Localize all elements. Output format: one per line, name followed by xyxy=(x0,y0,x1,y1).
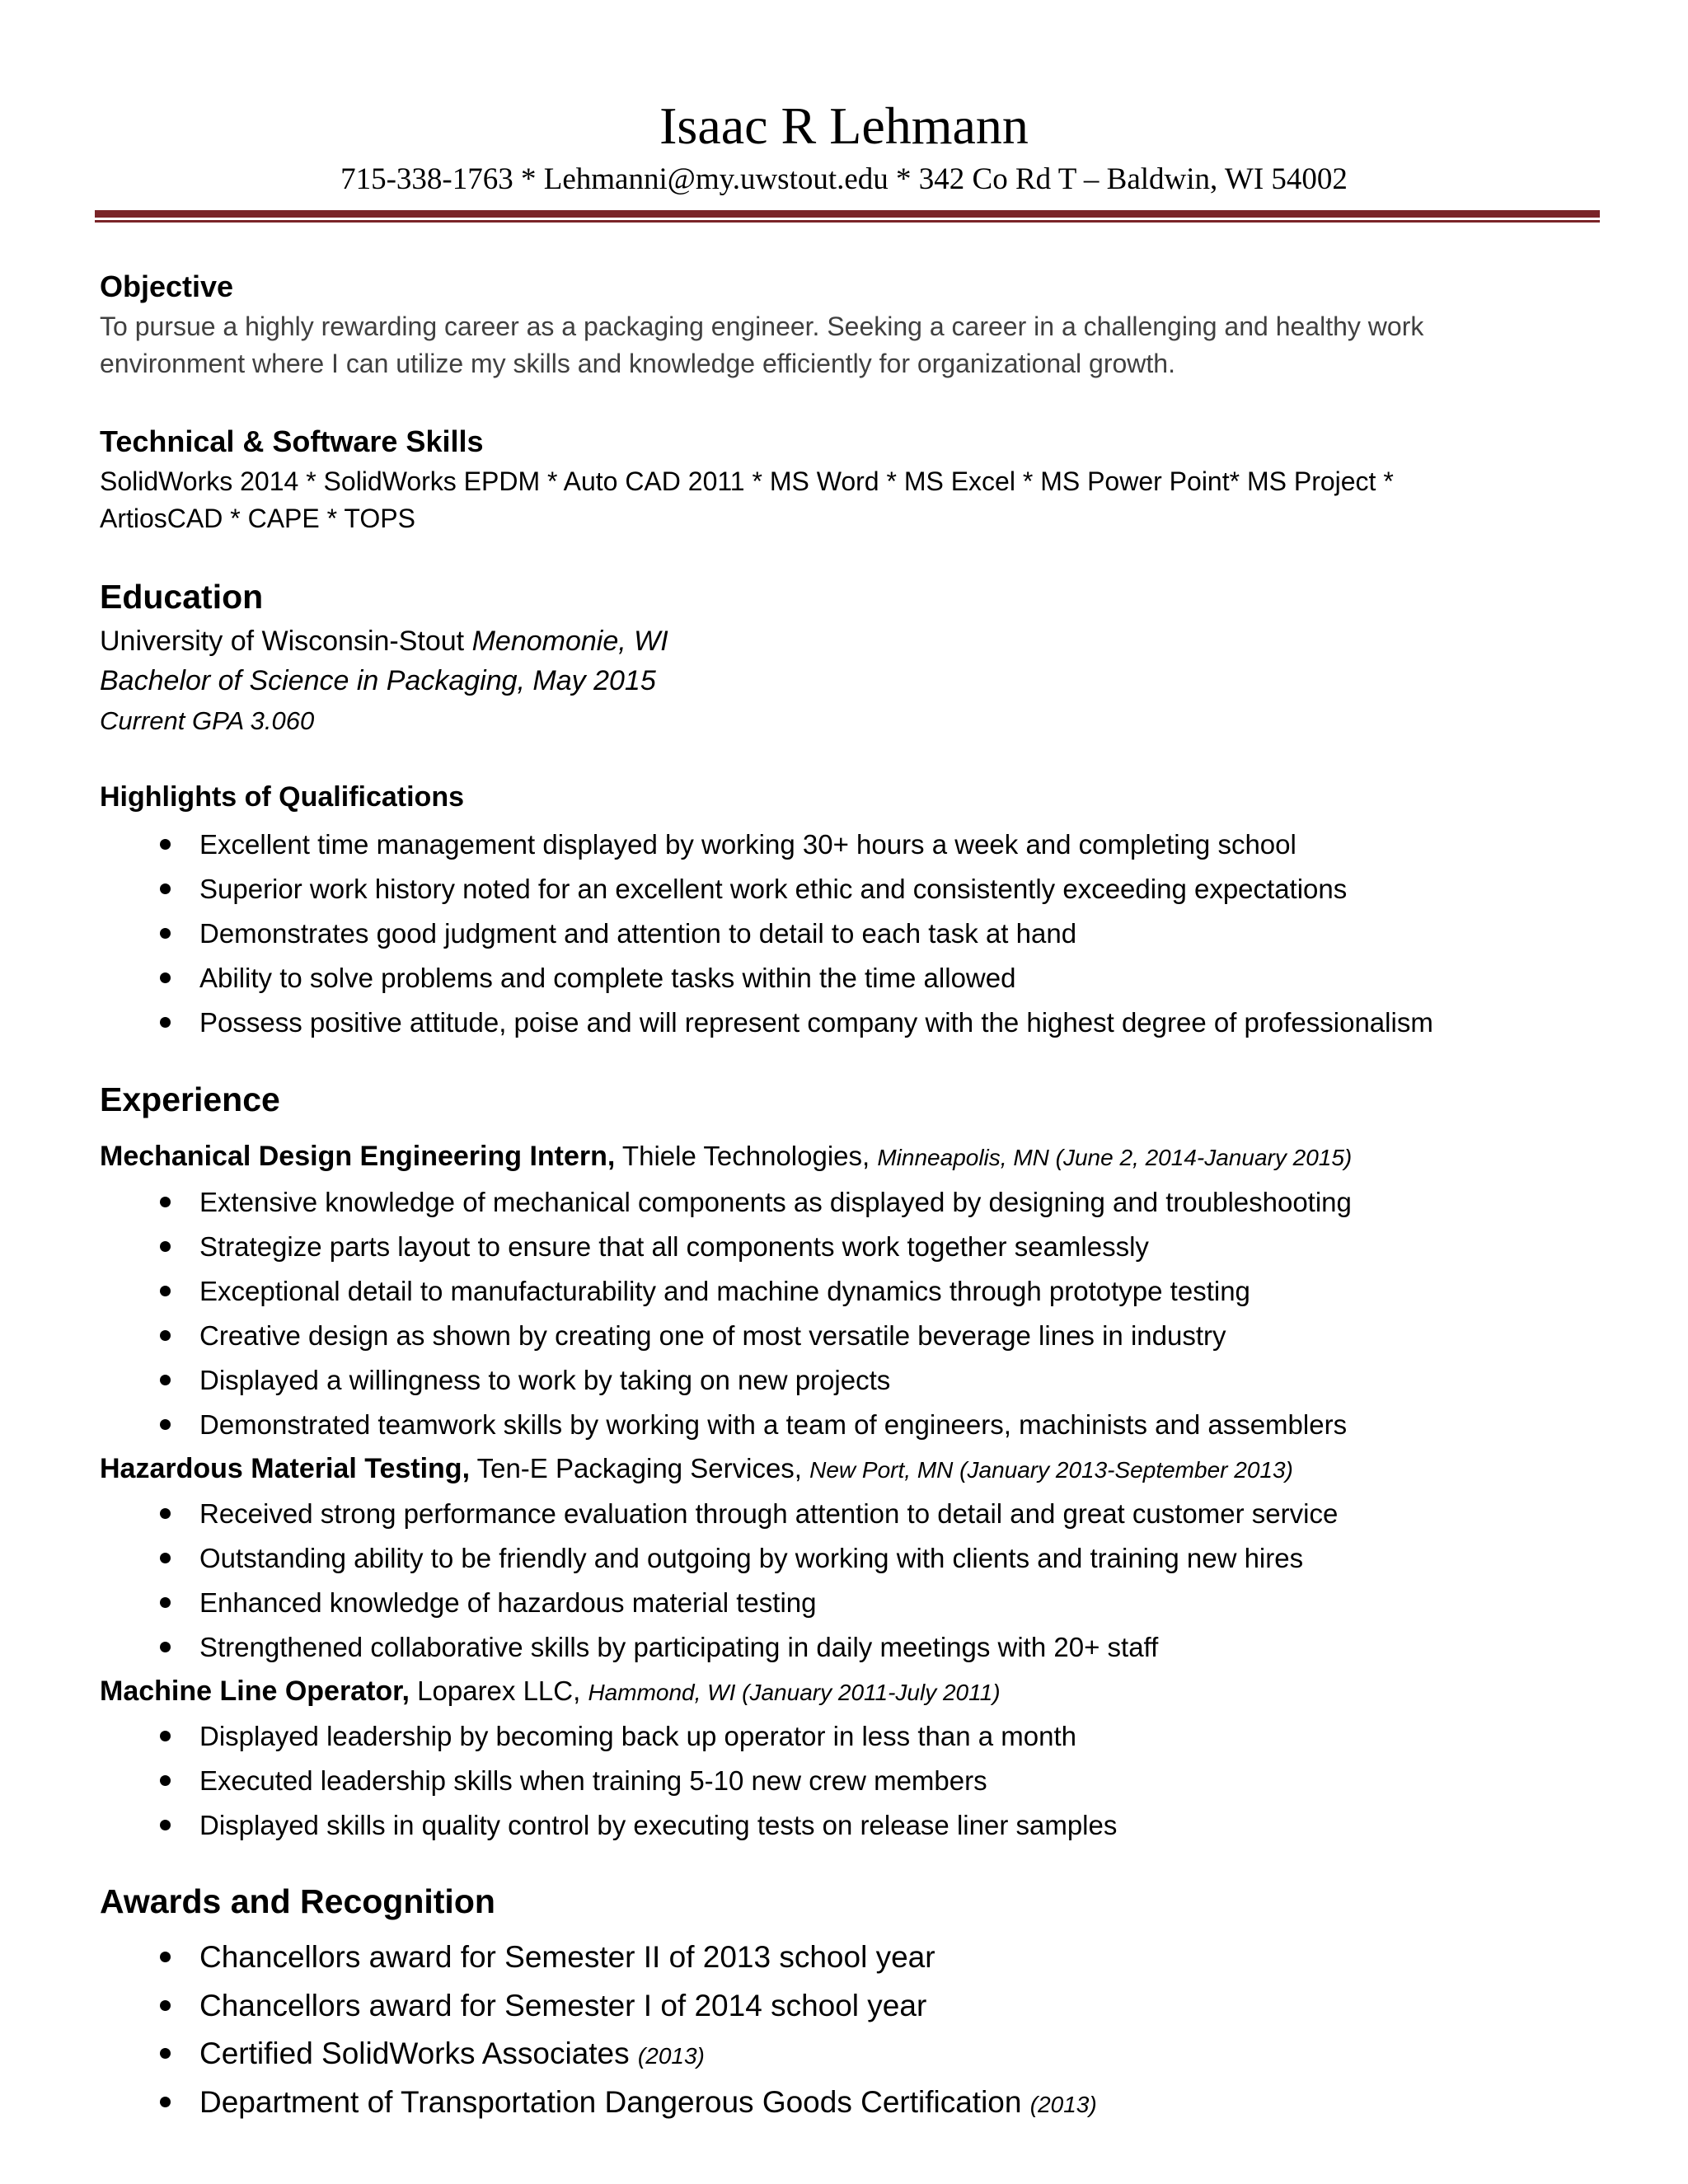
resume-name: Isaac R Lehmann xyxy=(659,96,1029,155)
bullet-icon xyxy=(160,1553,171,1563)
skills-line-1: SolidWorks 2014 * SolidWorks EPDM * Auto CAD 2011 * MS Word * MS Excel * MS Power Point* MS Project * xyxy=(100,466,1394,496)
list-item-text: Displayed skills in quality control by executing tests on release liner samples xyxy=(199,1810,1118,1840)
list-item-text: Outstanding ability to be friendly and outgoing by working with clients and training new hires xyxy=(199,1543,1304,1573)
list-item xyxy=(0,2079,1097,2127)
list-item xyxy=(0,1269,1352,1314)
contact-line: 715-338-1763 * Lehmanni@my.uwstout.edu * 342 Co Rd T – Baldwin, WI 54002 xyxy=(340,162,1348,196)
list-item-text: Department of Transportation Dangerous Goods Certification xyxy=(199,2084,1030,2119)
job-heading-3 xyxy=(100,1675,1001,1708)
job-3-list xyxy=(0,1714,1117,1848)
skills-heading: Technical & Software Skills xyxy=(100,424,484,458)
job-company: Ten-E Packaging Services, xyxy=(470,1453,810,1483)
list-item xyxy=(0,1403,1352,1447)
list-item-text: Chancellors award for Semester I of 2014 school year xyxy=(199,1988,927,2022)
list-item-text: Creative design as shown by creating one of most versatile beverage lines in industry xyxy=(199,1320,1226,1351)
list-item-text: Excellent time management displayed by working 30+ hours a week and completing school xyxy=(199,829,1296,860)
bullet-icon xyxy=(160,839,171,850)
objective-heading: Objective xyxy=(100,269,234,303)
job-heading-1 xyxy=(100,1140,1352,1174)
skills-line-2: ArtiosCAD * CAPE * TOPS xyxy=(100,504,415,533)
highlights-list xyxy=(0,823,1433,1045)
list-item xyxy=(0,1625,1338,1670)
education-degree-line xyxy=(100,664,656,698)
bullet-icon xyxy=(160,928,171,939)
objective-line-1: To pursue a highly rewarding career as a packaging engineer. Seeking a career in a challenging and healthy work xyxy=(100,312,1424,341)
list-item-text: Displayed leadership by becoming back up operator in less than a month xyxy=(199,1721,1076,1751)
list-item xyxy=(0,956,1433,1001)
bullet-icon xyxy=(160,1508,171,1519)
list-item xyxy=(0,1803,1117,1848)
list-item-text: Enhanced knowledge of hazardous material testing xyxy=(199,1587,817,1618)
education-degree: Bachelor of Science in Packaging xyxy=(100,665,518,696)
list-item-text: Displayed a willingness to work by taking on new projects xyxy=(199,1365,891,1395)
bullet-icon xyxy=(160,883,171,894)
list-item xyxy=(0,823,1433,867)
bullet-icon xyxy=(160,2097,171,2107)
list-item xyxy=(0,1358,1352,1403)
list-item-text: Possess positive attitude, poise and will represent company with the highest degree of professionalism xyxy=(199,1007,1433,1038)
job-company: Thiele Technologies, xyxy=(615,1141,878,1171)
education-location: Menomonie, WI xyxy=(471,626,668,657)
job-2-list xyxy=(0,1492,1338,1670)
bullet-icon xyxy=(160,1952,171,1962)
job-heading-2 xyxy=(100,1452,1293,1486)
list-item xyxy=(0,1933,1097,1982)
job-title: Mechanical Design Engineering Intern, xyxy=(100,1141,616,1172)
education-school-line xyxy=(100,625,668,658)
list-item-text: Received strong performance evaluation through attention to detail and great customer service xyxy=(199,1498,1339,1529)
list-item xyxy=(0,1536,1338,1581)
education-gpa: Current GPA 3.060 xyxy=(100,706,315,735)
objective-line-2: environment where I can utilize my skills and knowledge efficiently for organizational growth. xyxy=(100,349,1175,378)
bullet-icon xyxy=(160,1642,171,1652)
bullet-icon xyxy=(160,1197,171,1207)
objective-text xyxy=(100,308,1517,382)
job-1-list xyxy=(0,1180,1352,1447)
list-item xyxy=(0,1982,1097,2031)
bullet-icon xyxy=(160,1241,171,1252)
list-item-year: (2013) xyxy=(637,2043,705,2069)
list-item-text: Demonstrates good judgment and attention to detail to each task at hand xyxy=(199,918,1077,949)
bullet-icon xyxy=(160,1731,171,1741)
bullet-icon xyxy=(160,1775,171,1786)
job-title: Machine Line Operator, xyxy=(100,1675,410,1707)
list-item-text: Exceptional detail to manufacturability and machine dynamics through prototype testing xyxy=(199,1276,1250,1306)
job-company: Loparex LLC, xyxy=(409,1675,588,1706)
list-item-text: Ability to solve problems and complete tasks within the time allowed xyxy=(199,963,1016,993)
list-item-text: Strengthened collaborative skills by participating in daily meetings with 20+ staff xyxy=(199,1632,1159,1662)
list-item-text: Executed leadership skills when training 5-10 new crew members xyxy=(199,1765,987,1796)
bullet-icon xyxy=(160,972,171,983)
awards-heading: Awards and Recognition xyxy=(100,1882,495,1920)
list-item-text: Demonstrated teamwork skills by working with a team of engineers, machinists and assemblers xyxy=(199,1409,1348,1440)
job-meta: New Port, MN (January 2013-September 2013) xyxy=(809,1457,1293,1483)
list-item-text: Certified SolidWorks Associates xyxy=(199,2036,638,2070)
experience-heading: Experience xyxy=(100,1080,280,1118)
list-item xyxy=(0,1492,1338,1536)
bullet-icon xyxy=(160,1597,171,1608)
list-item-text: Superior work history noted for an excellent work ethic and consistently exceeding expectations xyxy=(199,874,1348,904)
skills-text xyxy=(100,463,1517,537)
list-item xyxy=(0,1759,1117,1803)
header-rule-thin xyxy=(95,220,1600,223)
list-item xyxy=(0,1714,1117,1759)
bullet-icon xyxy=(160,1286,171,1296)
highlights-heading: Highlights of Qualifications xyxy=(100,781,464,813)
bullet-icon xyxy=(160,1017,171,1028)
list-item-text: Extensive knowledge of mechanical components as displayed by designing and troubleshooting xyxy=(199,1187,1352,1217)
job-meta: Hammond, WI (January 2011-July 2011) xyxy=(588,1680,1001,1705)
job-title: Hazardous Material Testing, xyxy=(100,1453,471,1484)
bullet-icon xyxy=(160,1419,171,1430)
education-date: , May 2015 xyxy=(517,665,656,696)
list-item xyxy=(0,1225,1352,1269)
job-meta: Minneapolis, MN (June 2, 2014-January 2015) xyxy=(877,1145,1353,1170)
list-item-text: Chancellors award for Semester II of 2013 school year xyxy=(199,1940,935,1974)
bullet-icon xyxy=(160,1330,171,1341)
education-school: University of Wisconsin-Stout xyxy=(100,626,465,657)
list-item xyxy=(0,867,1433,912)
list-item xyxy=(0,1180,1352,1225)
bullet-icon xyxy=(160,2048,171,2059)
list-item xyxy=(0,1581,1338,1625)
bullet-icon xyxy=(160,2000,171,2011)
list-item-year: (2013) xyxy=(1029,2091,1097,2117)
list-item-text: Strategize parts layout to ensure that all components work together seamlessly xyxy=(199,1231,1149,1262)
list-item xyxy=(0,1001,1433,1045)
list-item xyxy=(0,2030,1097,2079)
header-rule-thick xyxy=(95,210,1600,218)
awards-list xyxy=(0,1933,1097,2126)
bullet-icon xyxy=(160,1375,171,1385)
list-item xyxy=(0,912,1433,956)
bullet-icon xyxy=(160,1820,171,1830)
education-heading: Education xyxy=(100,578,264,616)
list-item xyxy=(0,1314,1352,1358)
